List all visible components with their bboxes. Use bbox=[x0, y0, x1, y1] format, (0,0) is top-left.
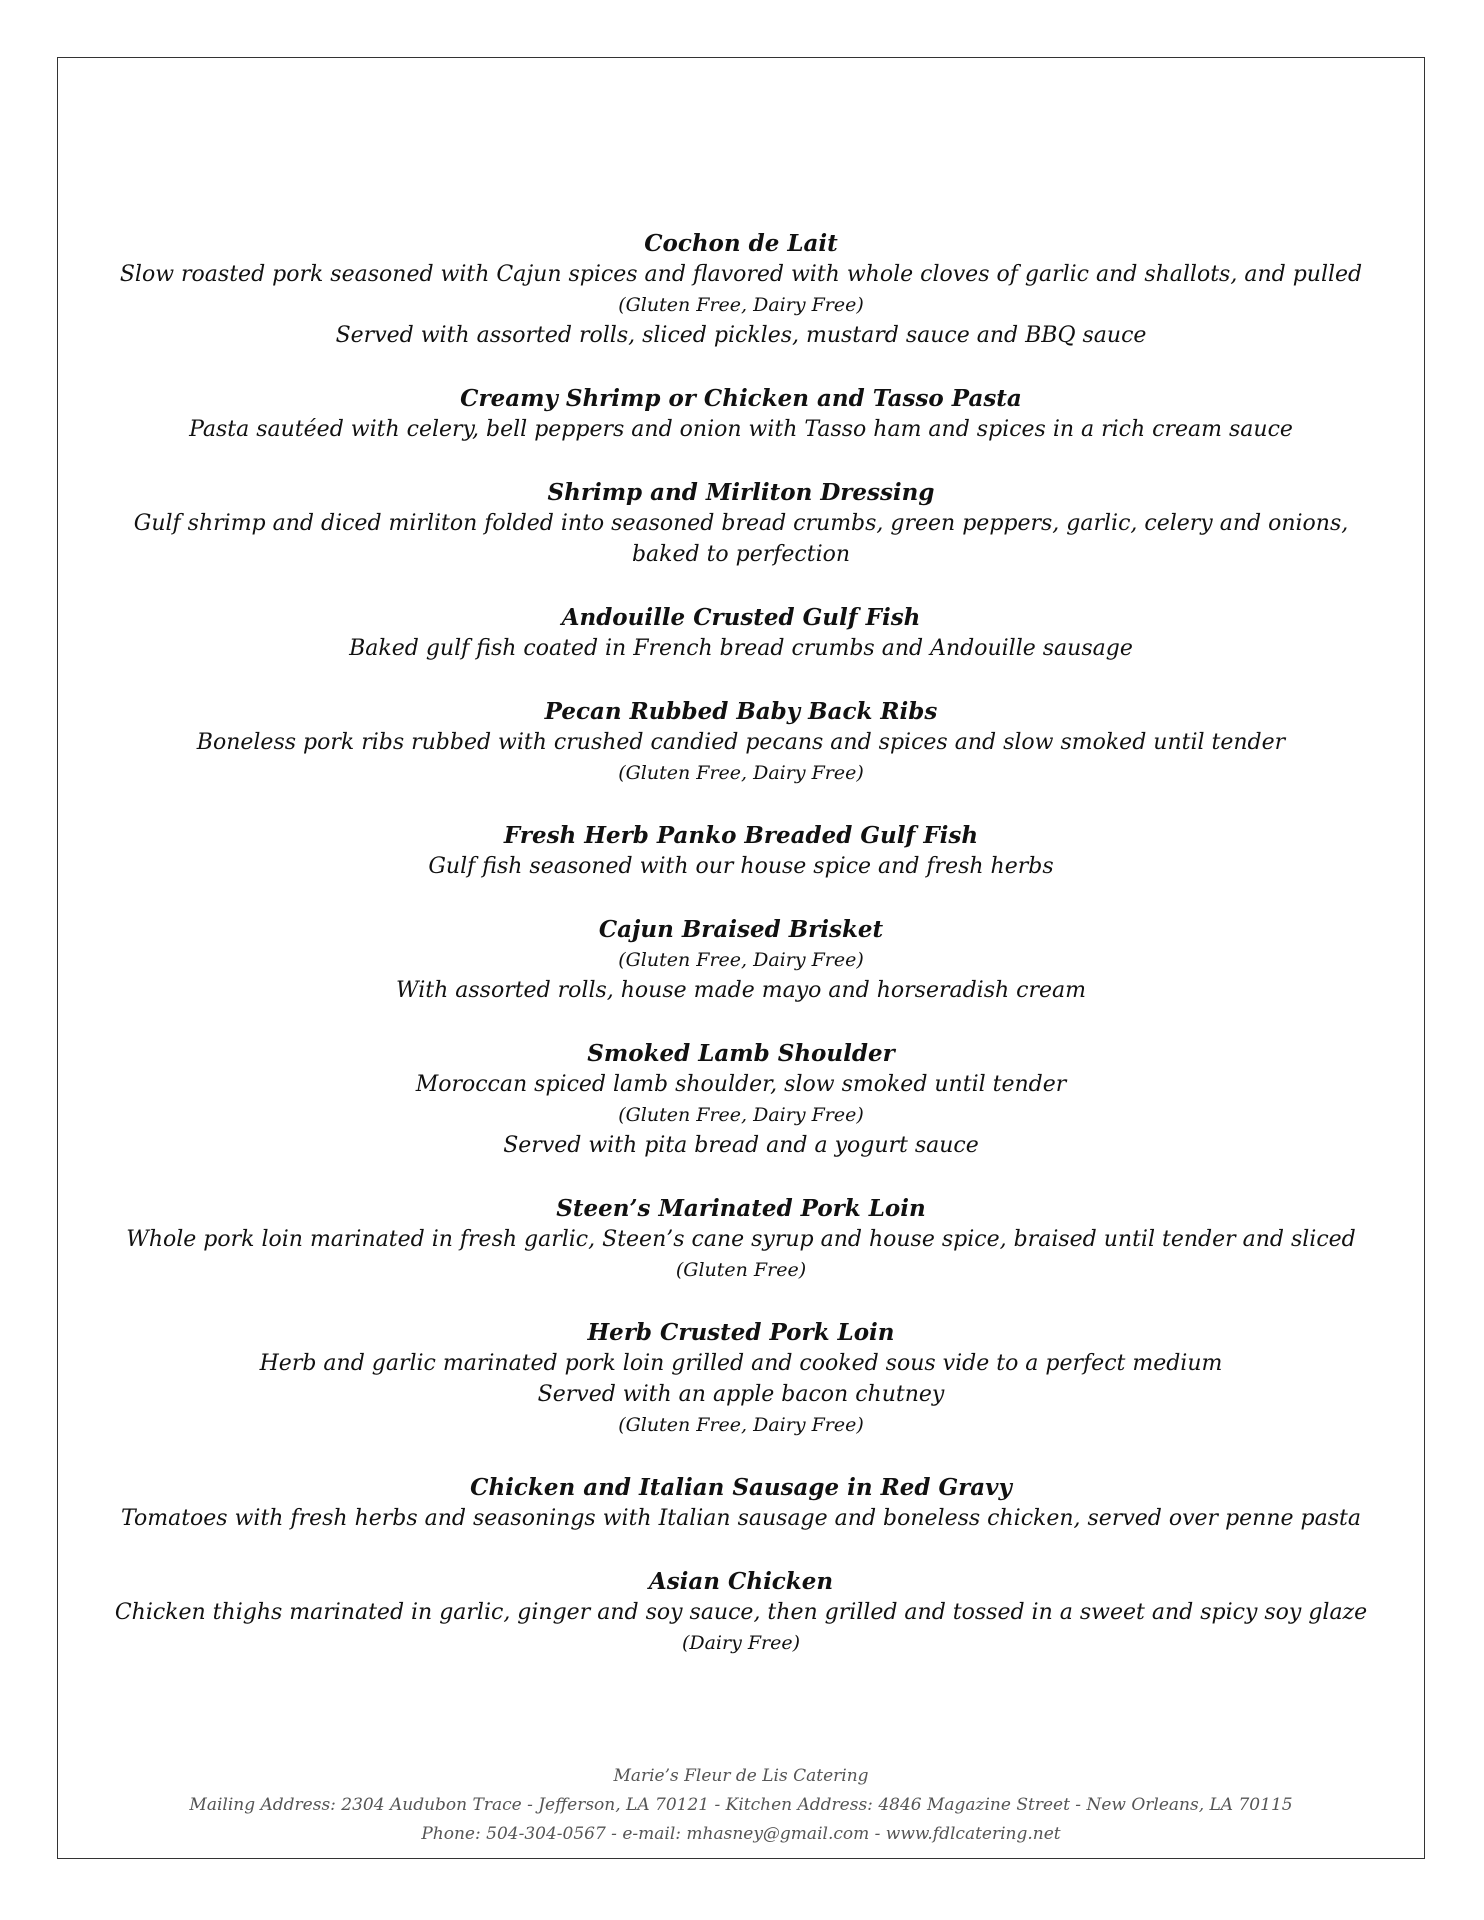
menu-item-description: With assorted rolls, house made mayo and horseradish cream bbox=[395, 978, 1086, 1003]
menu-item-title: Asian Chicken bbox=[648, 1568, 834, 1595]
menu-item-title: Creamy Shrimp or Chicken and Tasso Pasta bbox=[460, 385, 1022, 412]
menu-item-dietary-note: (Gluten Free, Dairy Free) bbox=[618, 1104, 864, 1126]
menu-item-title: Pecan Rubbed Baby Back Ribs bbox=[544, 698, 938, 725]
menu-item bbox=[57, 228, 1425, 351]
menu-item bbox=[57, 1193, 1425, 1285]
menu-item-title: Cochon de Lait bbox=[644, 230, 838, 257]
menu-item-title: Shrimp and Mirliton Dressing bbox=[547, 479, 935, 506]
menu-item bbox=[57, 1472, 1425, 1534]
menu-item bbox=[57, 383, 1425, 445]
menu-item-description: Served with assorted rolls, sliced pickles, mustard sauce and BBQ sauce bbox=[335, 323, 1147, 348]
menu-item bbox=[57, 1566, 1425, 1658]
menu-item-title: Cajun Braised Brisket bbox=[598, 916, 884, 943]
menu-item-title: Smoked Lamb Shoulder bbox=[587, 1040, 895, 1067]
menu-item-dietary-note: (Dairy Free) bbox=[681, 1632, 801, 1654]
menu-item-description: Whole pork loin marinated in fresh garlic, Steen’s cane syrup and house spice, braised until tender and sliced bbox=[126, 1227, 1356, 1252]
menu-item-description: Boneless pork ribs rubbed with crushed candied pecans and spices and slow smoked until tender bbox=[196, 730, 1286, 755]
menu-item-description: Chicken thighs marinated in garlic, ginger and soy sauce, then grilled and tossed in a sweet and spicy soy glaze bbox=[114, 1600, 1368, 1625]
menu-item-description: baked to perfection bbox=[631, 542, 851, 567]
menu-item-description: Slow roasted pork seasoned with Cajun spices and flavored with whole cloves of garlic and shallots, and pulled bbox=[119, 262, 1363, 287]
menu-item-description: Moroccan spiced lamb shoulder, slow smoked until tender bbox=[415, 1072, 1067, 1097]
menu-item-description: Gulf fish seasoned with our house spice and fresh herbs bbox=[428, 854, 1054, 879]
footer-business-name: Marie’s Fleur de Lis Catering bbox=[613, 1766, 869, 1786]
menu-item bbox=[57, 820, 1425, 882]
menu-item-description: Pasta sautéed with celery, bell peppers and onion with Tasso ham and spices in a rich cream sauce bbox=[189, 417, 1293, 442]
menu-item-title: Herb Crusted Pork Loin bbox=[587, 1319, 895, 1346]
menu-item-description: Tomatoes with fresh herbs and seasonings with Italian sausage and boneless chicken, served over penne pasta bbox=[121, 1506, 1361, 1531]
menu-item bbox=[57, 1038, 1425, 1161]
menu-item-dietary-note: (Gluten Free, Dairy Free) bbox=[618, 1414, 864, 1436]
menu-list bbox=[57, 228, 1425, 1690]
menu-item-description: Gulf shrimp and diced mirliton folded into seasoned bread crumbs, green peppers, garlic, celery and onions, bbox=[133, 511, 1349, 536]
menu-item bbox=[57, 477, 1425, 570]
footer bbox=[57, 1762, 1425, 1849]
menu-item-title: Andouille Crusted Gulf Fish bbox=[561, 604, 921, 631]
menu-item-description: Served with pita bread and a yogurt sauce bbox=[503, 1133, 979, 1158]
menu-item-title: Chicken and Italian Sausage in Red Gravy bbox=[470, 1474, 1012, 1501]
menu-item-description: Baked gulf fish coated in French bread crumbs and Andouille sausage bbox=[349, 636, 1133, 661]
footer-contact: Phone: 504-304-0567 - e-mail: mhasney@gmail.com - www.fdlcatering.net bbox=[421, 1824, 1061, 1844]
menu-item-dietary-note: (Gluten Free, Dairy Free) bbox=[618, 949, 864, 971]
menu-item-description: Herb and garlic marinated pork loin grilled and cooked sous vide to a perfect medium bbox=[259, 1351, 1223, 1376]
menu-item bbox=[57, 1317, 1425, 1440]
menu-item bbox=[57, 696, 1425, 788]
footer-address: Mailing Address: 2304 Audubon Trace - Jefferson, LA 70121 - Kitchen Address: 4846 Magazine Street - New Orleans, LA 70115 bbox=[189, 1795, 1293, 1815]
menu-item bbox=[57, 914, 1425, 1006]
menu-item bbox=[57, 602, 1425, 664]
menu-item-dietary-note: (Gluten Free, Dairy Free) bbox=[618, 294, 864, 316]
menu-item-title: Steen’s Marinated Pork Loin bbox=[556, 1195, 926, 1222]
menu-item-description: Served with an apple bacon chutney bbox=[537, 1382, 945, 1407]
menu-item-title: Fresh Herb Panko Breaded Gulf Fish bbox=[503, 822, 979, 849]
menu-item-dietary-note: (Gluten Free, Dairy Free) bbox=[618, 762, 864, 784]
menu-item-dietary-note: (Gluten Free) bbox=[675, 1259, 807, 1281]
